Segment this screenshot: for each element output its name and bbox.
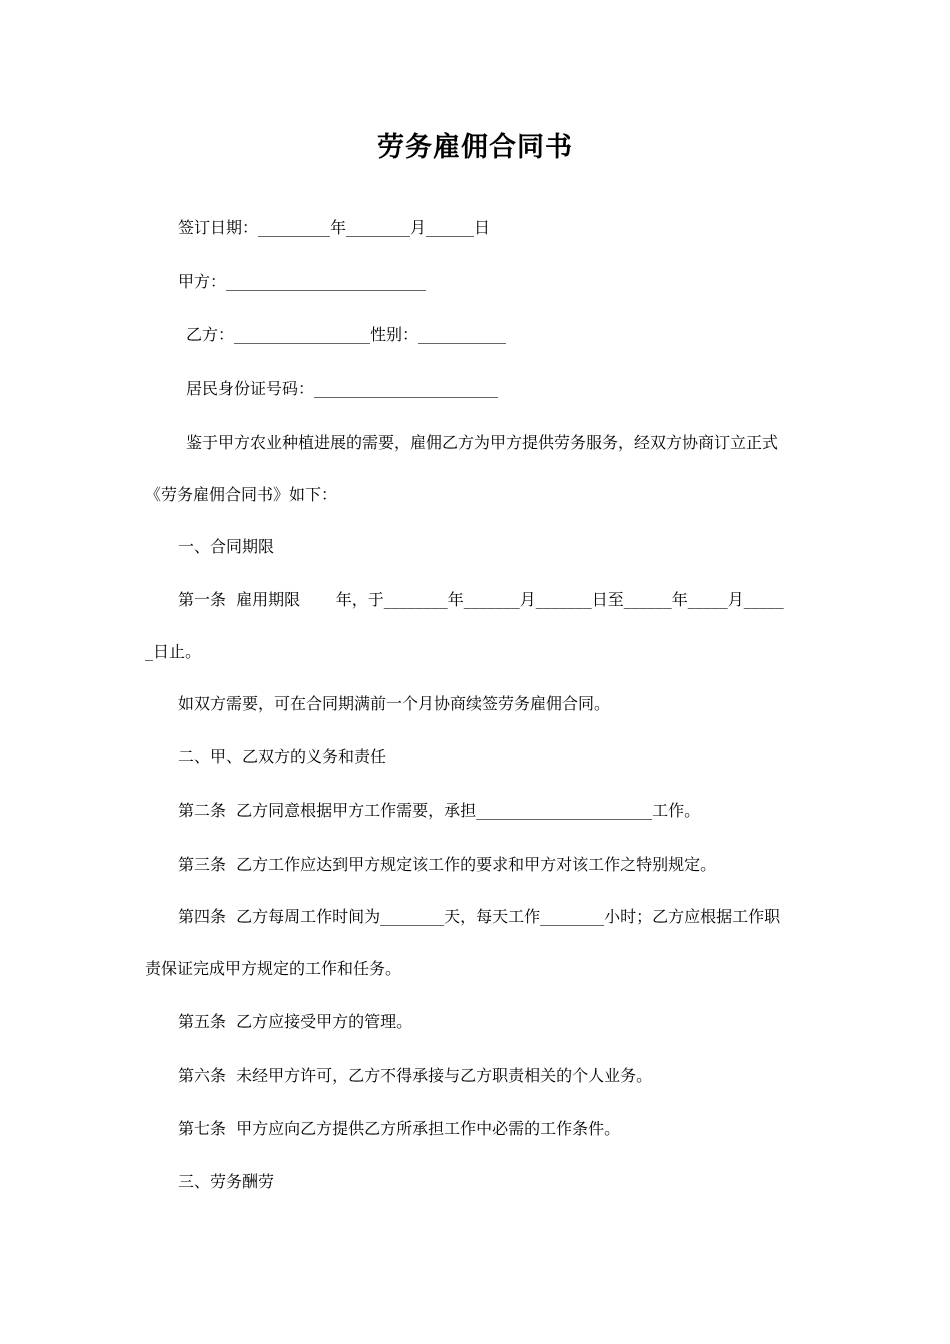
id-number-line: 居民身份证号码：_______________________ [186,379,499,398]
section-heading-3: 三、劳务酬劳 [178,1172,275,1191]
preamble-line-2: 《劳务雇佣合同书》如下： [145,485,338,504]
article-6: 第六条 未经甲方许可，乙方不得承接与乙方职责相关的个人业务。 [178,1066,653,1085]
section-heading-2: 二、甲、乙双方的义务和责任 [178,747,387,766]
article-4-line-1: 第四条 乙方每周工作时间为________天，每天工作________小时；乙方应根据工作职 [178,907,781,926]
document-title: 劳务雇佣合同书 [377,132,573,163]
party-b-line: 乙方：_________________性别：___________ [186,325,507,344]
article-2: 第二条 乙方同意根据甲方工作需要，承担______________________工作。 [178,801,701,820]
party-a-line: 甲方：_________________________ [178,272,427,291]
article-3: 第三条 乙方工作应达到甲方规定该工作的要求和甲方对该工作之特别规定。 [178,855,717,874]
section-heading-1: 一、合同期限 [178,537,275,556]
article-5: 第五条 乙方应接受甲方的管理。 [178,1012,413,1031]
article-1-line-1: 第一条 雇用期限 年，于________年_______月_______日至______年_____月_____ [178,590,784,609]
renewal-clause: 如双方需要，可在合同期满前一个月协商续签劳务雇佣合同。 [178,694,611,713]
article-1-line-2: _日止。 [145,642,202,661]
article-4-line-2: 责保证完成甲方规定的工作和任务。 [145,959,402,978]
article-7: 第七条 甲方应向乙方提供乙方所承担工作中必需的工作条件。 [178,1119,621,1138]
signing-date-line: 签订日期：_________年________月______日 [178,218,491,237]
preamble-line-1: 鉴于甲方农业种植进展的需要，雇佣乙方为甲方提供劳务服务，经双方协商订立正式 [186,433,779,452]
